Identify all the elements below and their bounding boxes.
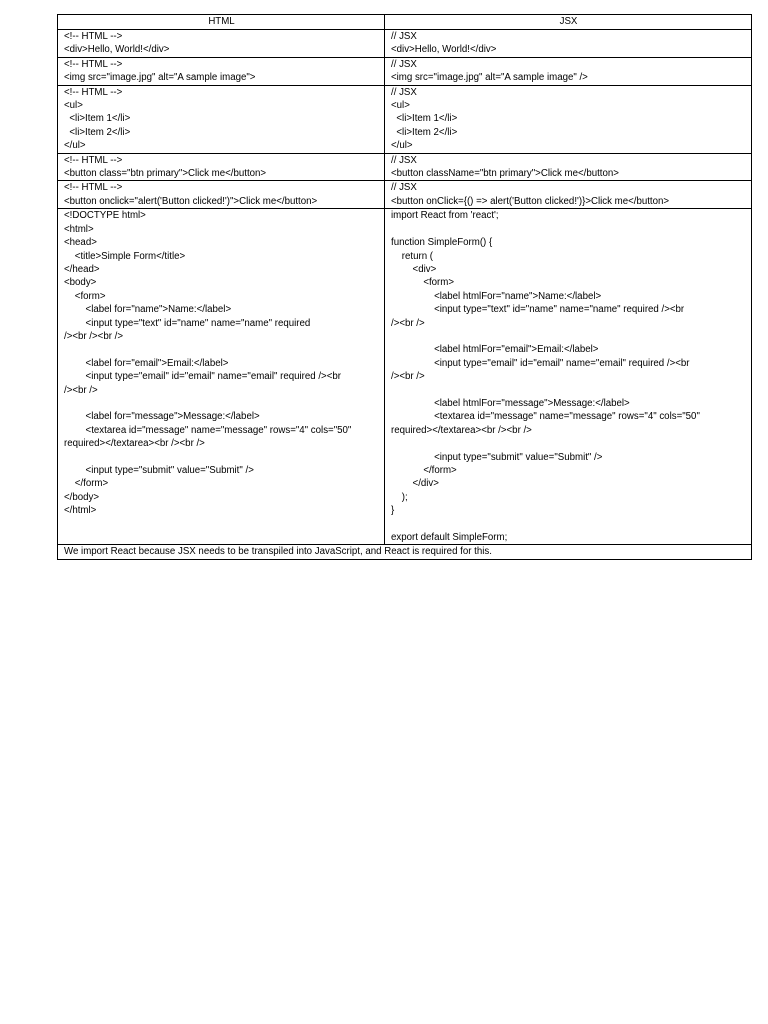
html-vs-jsx-table: [57, 14, 752, 560]
jsx-cell: [385, 181, 752, 209]
jsx-code-snippet: import React from 'react'; function SimpleForm() { return ( <div> <form> <label htmlFor="name">Name:</label> <input type="text" id="name" name="name" required /><br /><br /> <label htmlFor="email">Email:</label> <input type="email" id="email" name="email" required /><br /><br /> <label htmlFor="message">Message:</label> <textarea id="message" name="message" rows="4" cols="50" required></textarea><br /><br /> <input type="submit" value="Submit" /> </form> </div> ); } export default SimpleForm;: [391, 210, 700, 544]
table-note-row: [58, 545, 752, 559]
html-code-snippet: <!-- HTML --> <img src="image.jpg" alt="A sample image">: [64, 58, 256, 84]
html-code-snippet: <!-- HTML --> <ul> <li>Item 1</li> <li>Item 2</li> </ul>: [64, 86, 131, 152]
column-header-html: HTML: [58, 15, 385, 30]
html-cell: [58, 30, 385, 58]
html-code-snippet: <!DOCTYPE html> <html> <head> <title>Simple Form</title> </head> <body> <form> <label for="name">Name:</label> <input type="text" id="name" name="name" required /><br /><br /> <label for="email">Email:</label> <input type="email" id="email" name="email" required /><br /><br /> <label for="message">Message:</label> <textarea id="message" name="message" rows="4" cols="50" required></textarea><br /><br /> <input type="submit" value="Submit" /> </form> </body> </html>: [64, 210, 352, 517]
jsx-cell: [385, 209, 752, 545]
html-cell: [58, 153, 385, 181]
jsx-cell: [385, 153, 752, 181]
table-header-row: [58, 15, 752, 30]
table-row-onclick: [58, 181, 752, 209]
html-code-snippet: <!-- HTML --> <button class="btn primary">Click me</button>: [64, 154, 267, 180]
comparison-sheet: [57, 14, 751, 560]
jsx-cell: [385, 30, 752, 58]
html-code-snippet: <!-- HTML --> <div>Hello, World!</div>: [64, 31, 170, 56]
jsx-code-snippet: // JSX <img src="image.jpg" alt="A sample image" />: [391, 58, 588, 84]
jsx-cell: [385, 57, 752, 85]
table-row-div: [58, 30, 752, 58]
jsx-cell: [385, 85, 752, 153]
table-row-form: [58, 209, 752, 545]
table-row-img: [58, 57, 752, 85]
html-code-snippet: <!-- HTML --> <button onclick="alert('Button clicked!')">Click me</button>: [64, 182, 318, 207]
jsx-code-snippet: // JSX <button onClick={() => alert('Button clicked!')}>Click me</button>: [391, 182, 670, 207]
jsx-code-snippet: // JSX <button className="btn primary">Click me</button>: [391, 154, 619, 180]
html-cell: [58, 85, 385, 153]
html-cell: [58, 181, 385, 209]
html-cell: [58, 57, 385, 85]
table-row-list: [58, 85, 752, 153]
table-note: We import React because JSX needs to be transpiled into JavaScript, and React is required for this.: [58, 545, 752, 559]
jsx-code-snippet: // JSX <ul> <li>Item 1</li> <li>Item 2</li> </ul>: [391, 86, 458, 152]
column-header-jsx: JSX: [385, 15, 752, 30]
html-cell: [58, 209, 385, 545]
jsx-code-snippet: // JSX <div>Hello, World!</div>: [391, 31, 497, 56]
table-row-classname: [58, 153, 752, 181]
